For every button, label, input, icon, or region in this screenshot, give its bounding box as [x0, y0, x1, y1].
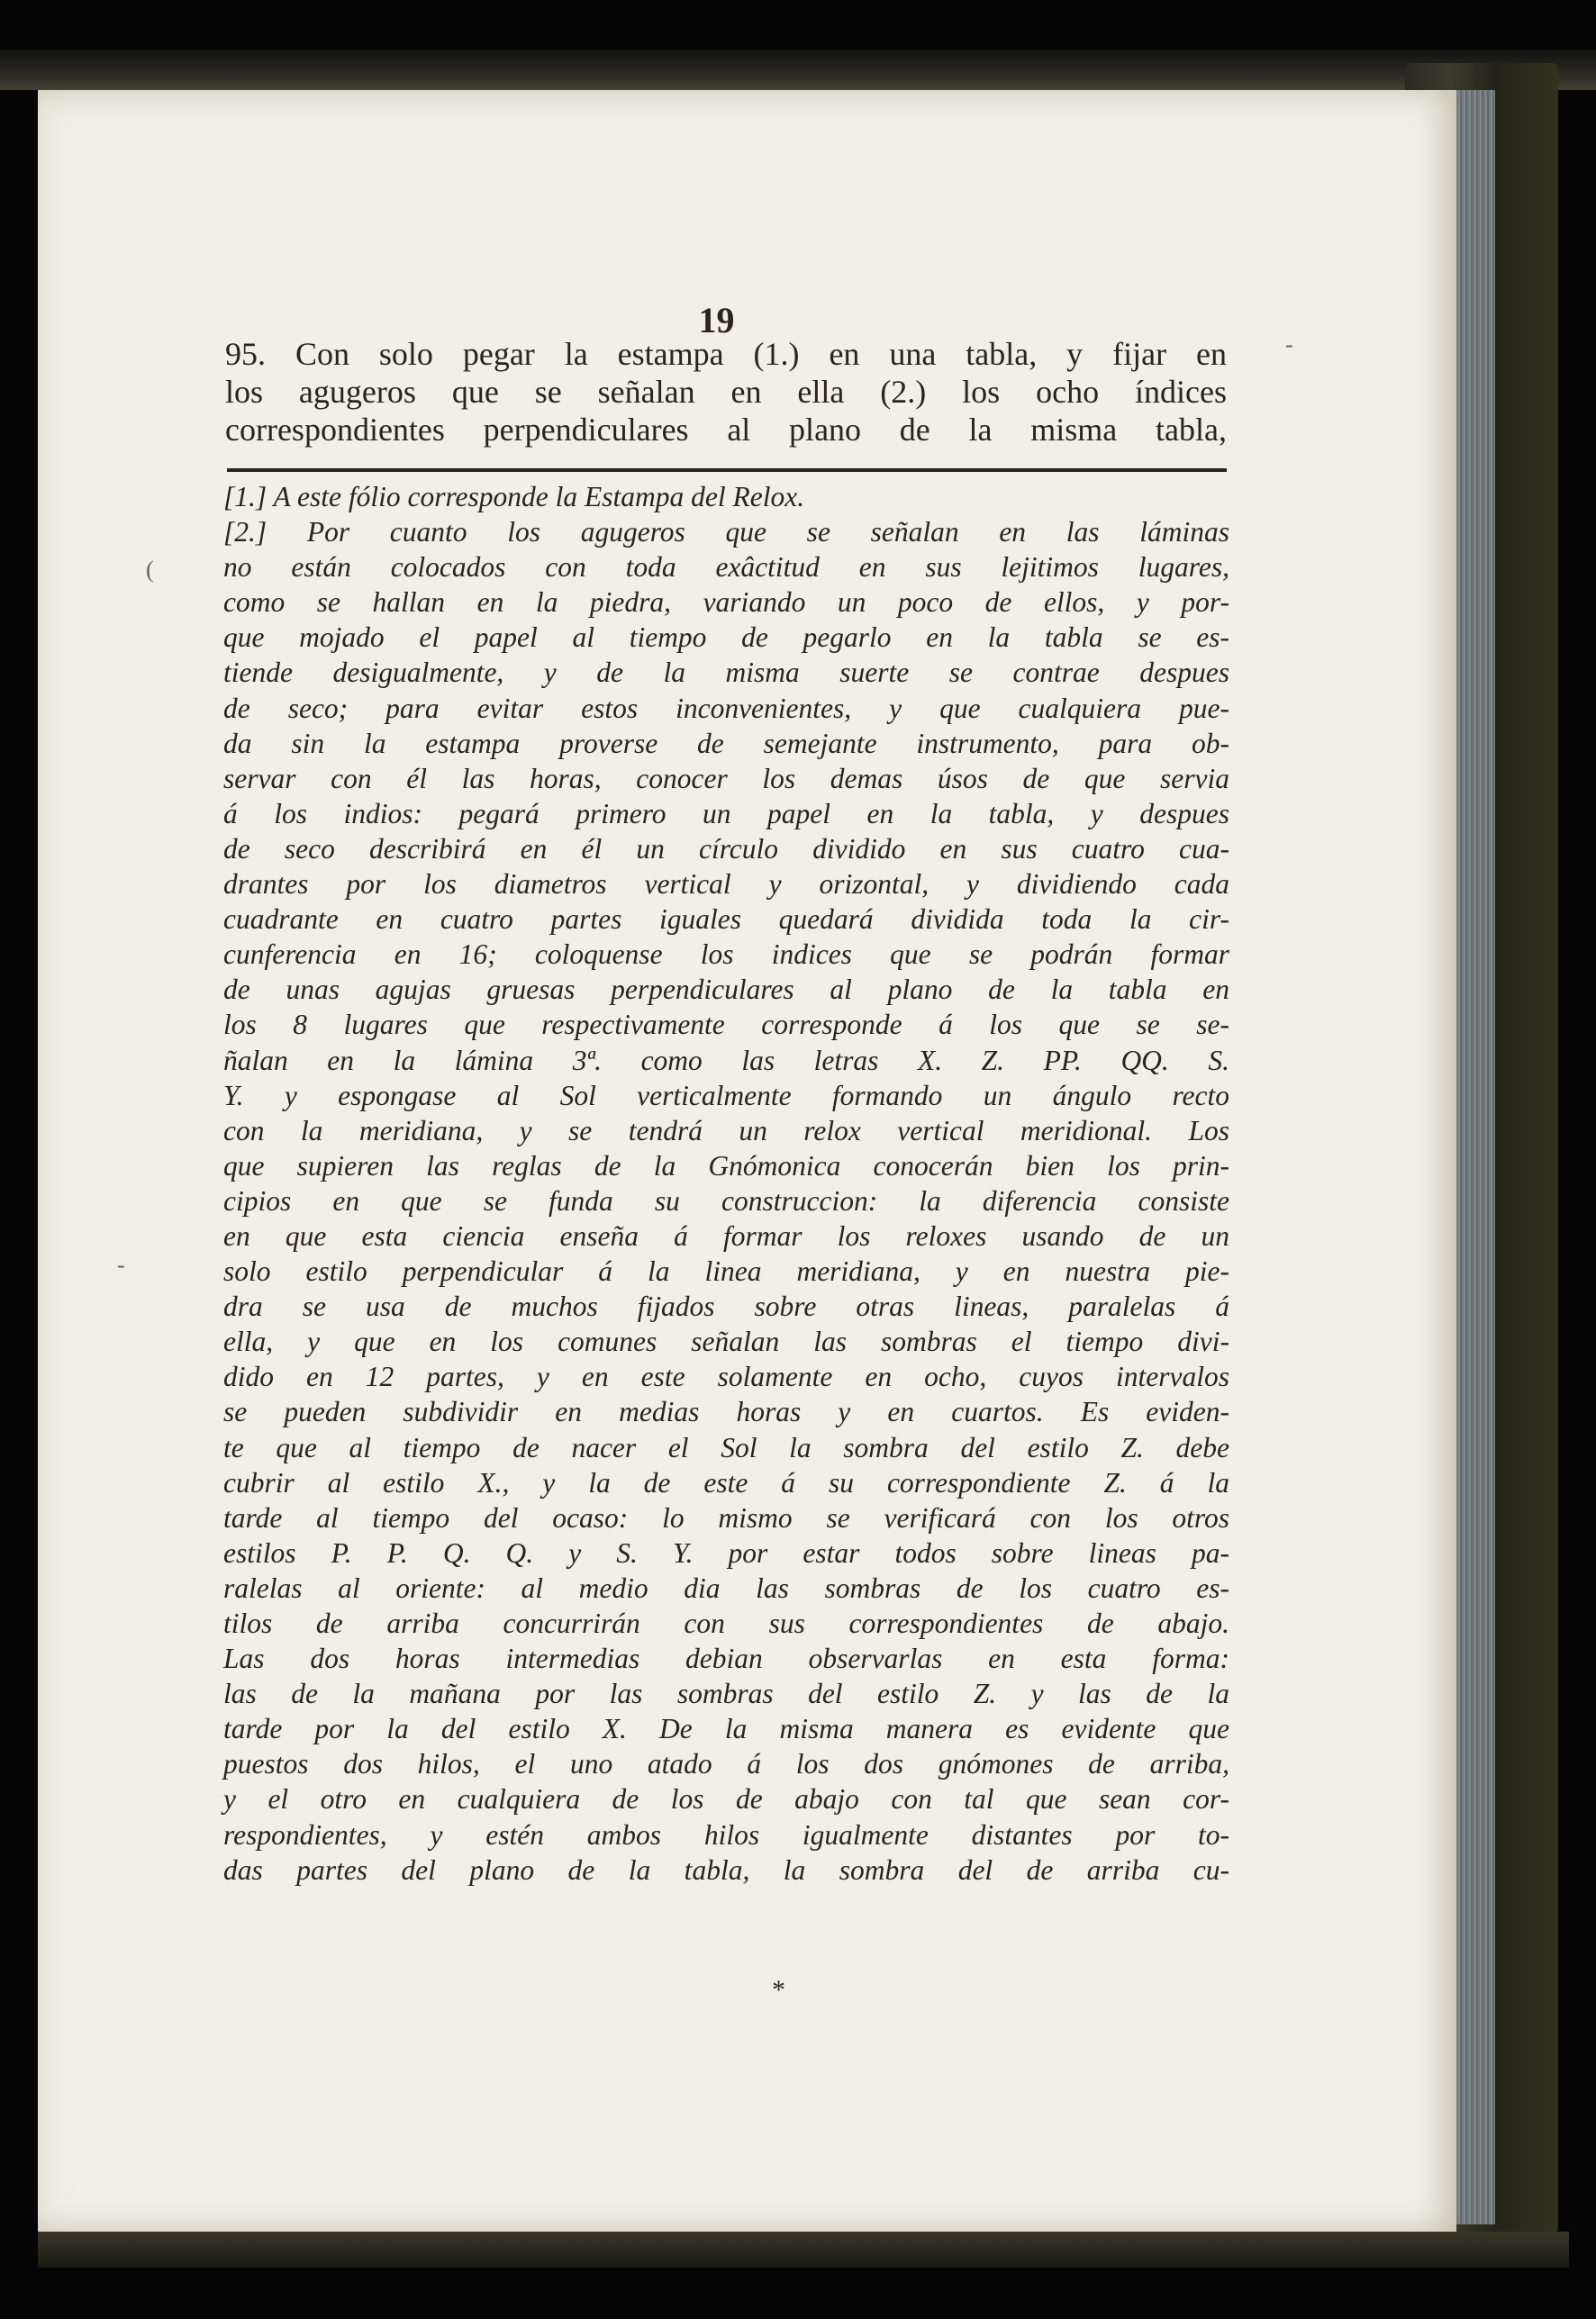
footnote-line: drantes por los diametros vertical y orizontal, y dividiendo cada — [223, 868, 1229, 901]
page-number: 19 — [698, 300, 735, 340]
page-content — [38, 90, 1456, 2232]
footnote-line: dra se usa de muchos fijados sobre otras lineas, paralelas á — [223, 1291, 1229, 1323]
main-paragraph-line: 95. Con solo pegar la estampa (1.) en una tabla, y fijar en — [225, 336, 1227, 372]
footnote-line: las de la mañana por las sombras del estilo Z. y las de la — [223, 1678, 1229, 1710]
margin-mark: ( — [146, 557, 154, 583]
footnotes — [223, 479, 1229, 1888]
footnote-line: y el otro en cualquiera de los de abajo con tal que sean cor- — [223, 1783, 1229, 1816]
margin-mark: - — [117, 1252, 125, 1278]
footnote-line: cuadrante en cuatro partes iguales quedará dividida toda la cir- — [223, 903, 1229, 936]
footnote-line: solo estilo perpendicular á la linea meridiana, y en nuestra pie- — [223, 1255, 1229, 1288]
main-paragraph-line: correspondientes perpendiculares al plano de la misma tabla, — [225, 412, 1227, 448]
footnote-line: que mojado el papel al tiempo de pegarlo en la tabla se es- — [223, 621, 1229, 654]
footnote-line: te que al tiempo de nacer el Sol la sombra del estilo Z. debe — [223, 1431, 1229, 1463]
footnote-line: no están colocados con toda exâctitud en sus lejitimos lugares, — [223, 551, 1229, 584]
footnote-start-line: [2.] Por cuanto los agugeros que se señalan en las láminas — [223, 516, 1229, 548]
footnote-line: servar con él las horas, conocer los demas úsos de que servia — [223, 762, 1229, 794]
book-bottom-edge — [38, 2232, 1569, 2268]
footnote-line: tiende desigualmente, y de la misma suerte se contrae despues — [223, 657, 1229, 689]
footnote-line: respondientes, y estén ambos hilos igualmente distantes por to- — [223, 1818, 1229, 1851]
footnote-line: de unas agujas gruesas perpendiculares al plano de la tabla en — [223, 974, 1229, 1006]
signature-mark: * — [772, 1975, 785, 2005]
footnote-line: cubrir al estilo X., y la de este á su correspondiente Z. á la — [223, 1466, 1229, 1499]
footnote-line: estilos P. P. Q. Q. y S. Y. por estar todos sobre lineas pa- — [223, 1536, 1229, 1569]
footnote-line: dido en 12 partes, y en este solamente en ocho, cuyos intervalos — [223, 1361, 1229, 1393]
main-paragraph-line: los agugeros que se señalan en ella (2.) los ocho índices — [225, 374, 1227, 410]
margin-mark: - — [1285, 331, 1293, 358]
footnote-line: ella, y que en los comunes señalan las sombras el tiempo divi- — [223, 1326, 1229, 1358]
footnote-line: de seco; para evitar estos inconvenientes, y que cualquiera pue- — [223, 692, 1229, 724]
footnote-line: se pueden subdividir en medias horas y en cuartos. Es eviden- — [223, 1396, 1229, 1428]
footnote-line: con la meridiana, y se tendrá un relox vertical meridional. Los — [223, 1114, 1229, 1146]
footnote-line: puestos dos hilos, el uno atado á los dos gnómones de arriba, — [223, 1748, 1229, 1780]
footnote-line: como se hallan en la piedra, variando un poco de ellos, y por- — [223, 586, 1229, 619]
footnote-line: cunferencia en 16; coloquense los indices que se podrán formar — [223, 938, 1229, 971]
footnote-line: Y. y espongase al Sol verticalmente formando un ángulo recto — [223, 1079, 1229, 1111]
footnote-start-line: [1.] A este fólio corresponde la Estampa del Relox. — [223, 481, 805, 512]
footnote-line: ralelas al oriente: al medio dia las sombras de los cuatro es- — [223, 1572, 1229, 1604]
footnote-line: los 8 lugares que respectivamente corresponde á los que se se- — [223, 1009, 1229, 1041]
footnote-line: que supieren las reglas de la Gnómonica conocerán bien los prin- — [223, 1149, 1229, 1182]
footnote-rule — [227, 468, 1227, 472]
footnote-line: das partes del plano de la tabla, la sombra del de arriba cu- — [223, 1853, 1229, 1886]
book-page — [38, 90, 1456, 2232]
footnote-line: ñalan en la lámina 3ª. como las letras X. Z. PP. QQ. S. — [223, 1044, 1229, 1076]
book-top-edge — [0, 50, 1596, 90]
footnote-line: en que esta ciencia enseña á formar los reloxes usando de un — [223, 1219, 1229, 1252]
footnote-line: de seco describirá en él un círculo dividido en sus cuatro cua- — [223, 832, 1229, 865]
main-paragraph — [225, 335, 1227, 448]
footnote-line: tarde por la del estilo X. De la misma manera es evidente que — [223, 1713, 1229, 1745]
footnote-line: tarde al tiempo del ocaso: lo mismo se verificará con los otros — [223, 1501, 1229, 1534]
footnote-line: tilos de arriba concurrirán con sus correspondientes de abajo. — [223, 1608, 1229, 1639]
footnote-line: da sin la estampa proverse de semejante instrumento, para ob- — [223, 727, 1229, 759]
footnote-line: Las dos horas intermedias debian observarlas en esta forma: — [223, 1643, 1229, 1675]
footnote-line: cipios en que se funda su construccion: la diferencia consiste — [223, 1184, 1229, 1217]
footnote-line: á los indios: pegará primero un papel en la tabla, y despues — [223, 797, 1229, 829]
